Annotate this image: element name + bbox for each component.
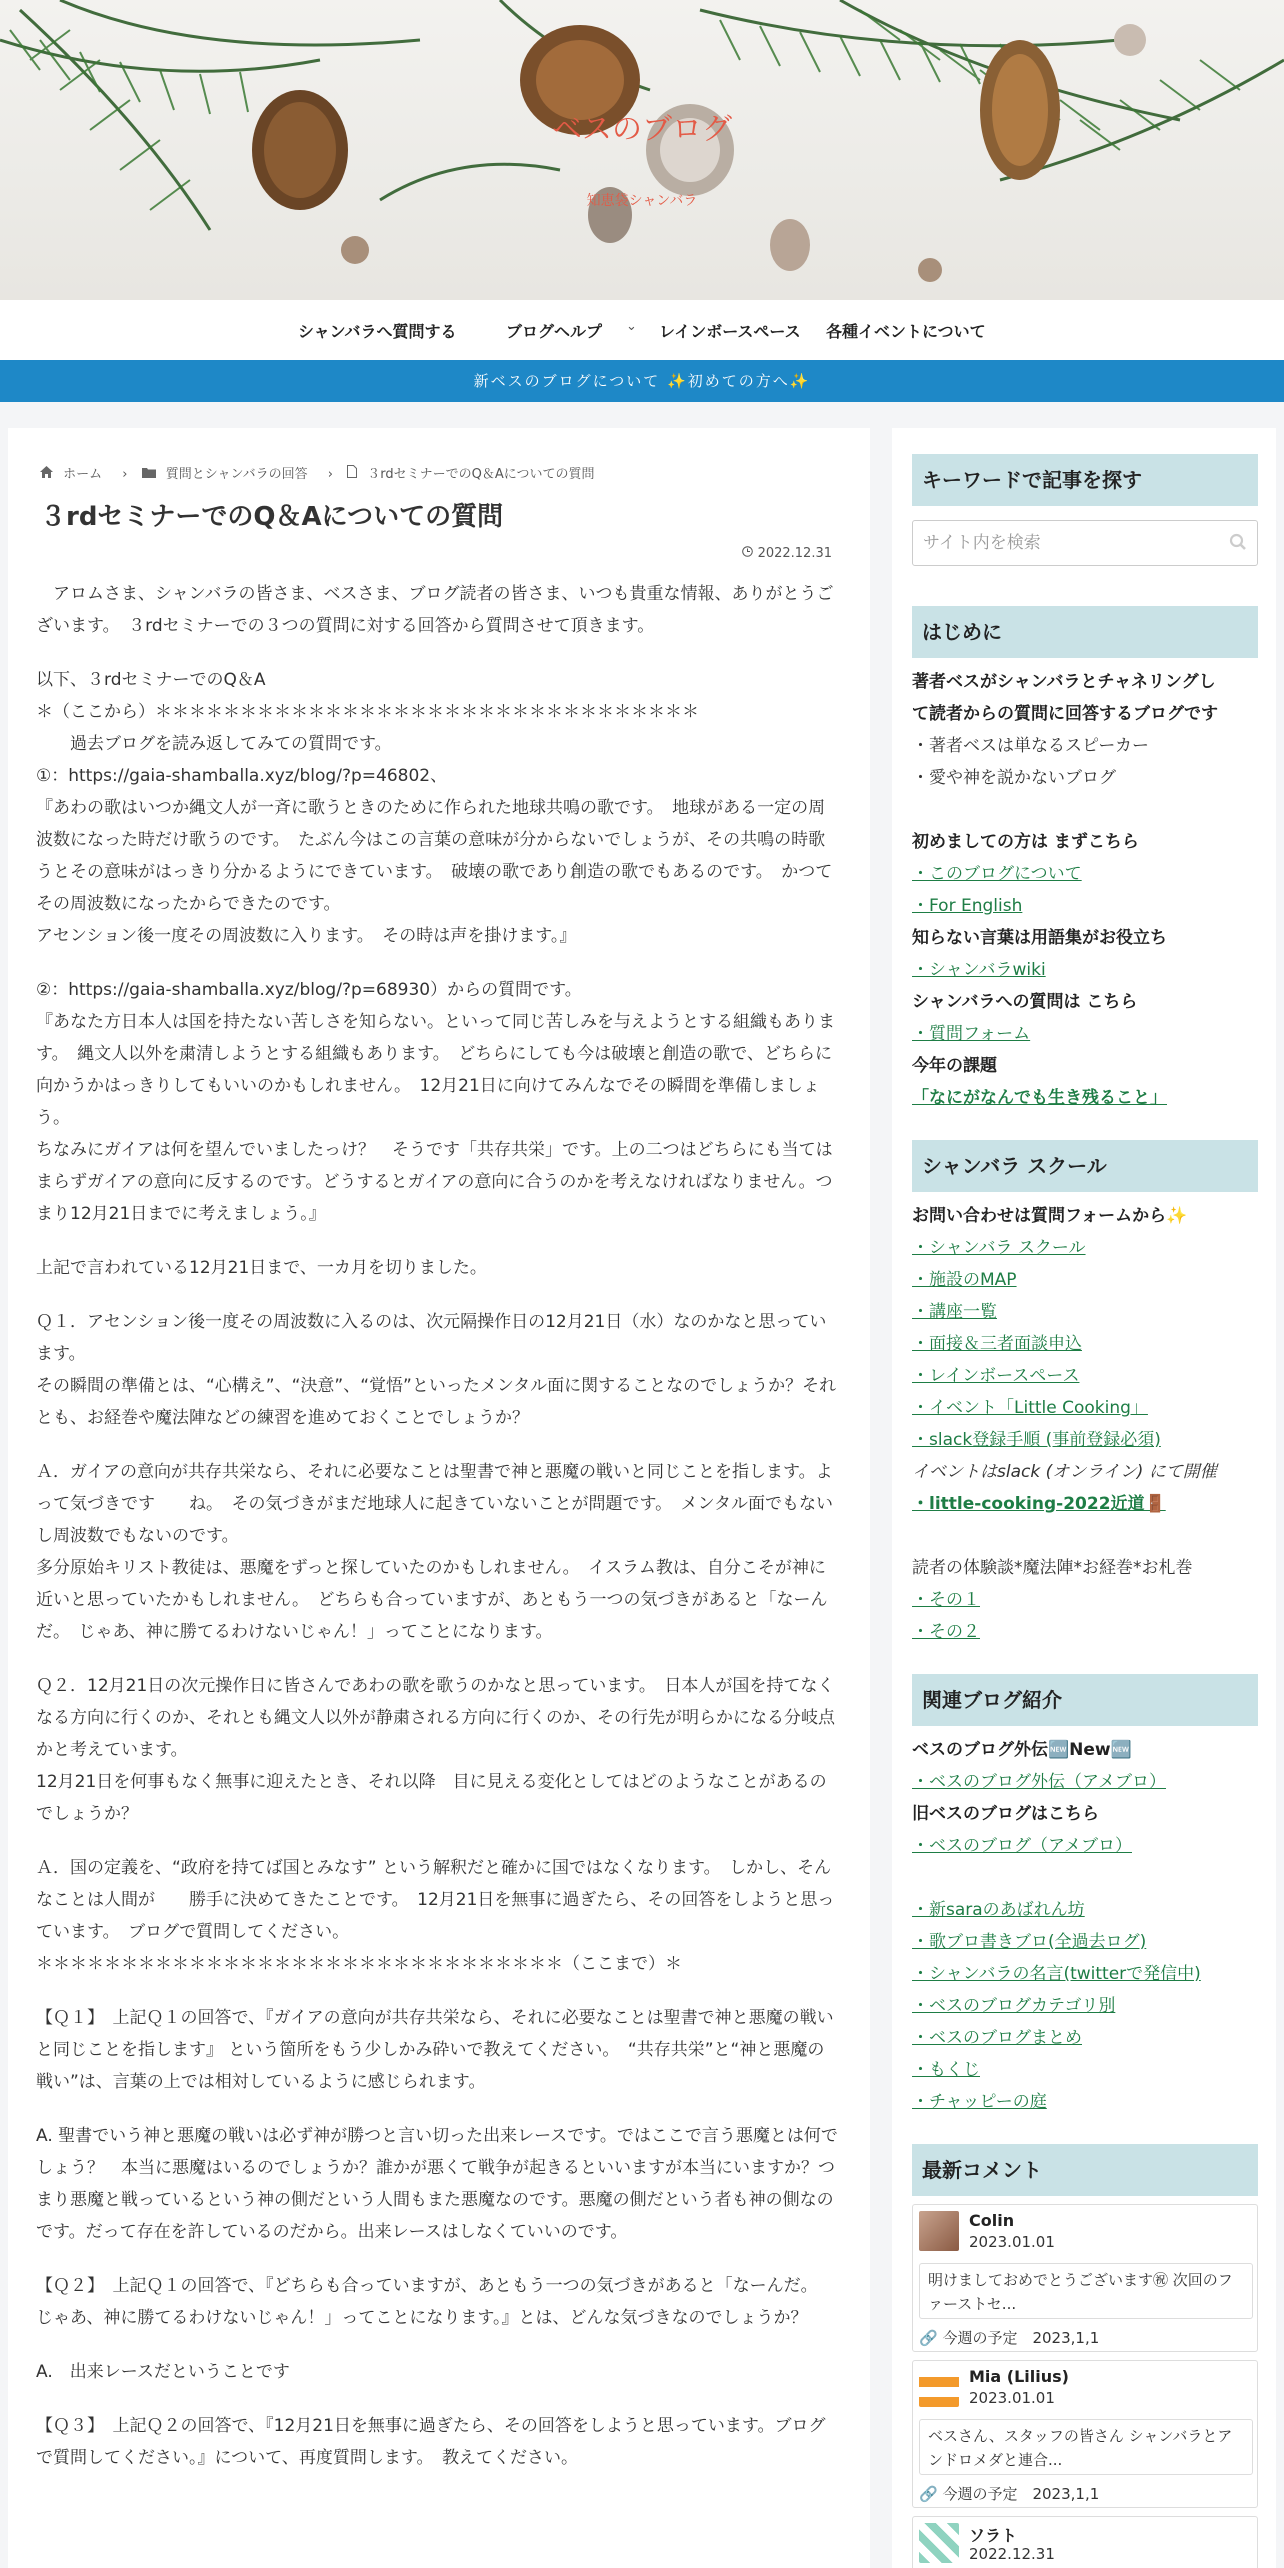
comment-excerpt[interactable]: 明けましておめでとうございます㊗ 次回のファーストセ... xyxy=(919,2263,1253,2319)
link-utablo[interactable]: ・歌ブロ書きブロ(全過去ログ) xyxy=(912,1932,1147,1952)
link-question-form[interactable]: ・質問フォーム xyxy=(912,1024,1031,1044)
post-paragraph: A. 聖書でいう神と悪魔の戦いは必ず神が勝つと言い切った出来レースです。ではここで言う悪魔とは何でしょう？ 本当に悪魔はいるのでしょうか？誰かが悪くて戦争が起きるといいますが本当にいますか？つまり悪魔と戦っているという神の側だという人間もまた悪魔なのです。悪魔の側だという者も神の側なのです。だって存在を許しているのだから。出来レースはしなくていいのです。 xyxy=(36,2126,838,2242)
post-paragraph: Ｑ２．12月21日の次元操作日に皆さんであわの歌を歌うのかなと思っています。 日本人が国を持てなくなる方向に行くのか、それとも縄文人以外が静粛される方向に行くのか、その行先が明らかになる分岐点かと考えています。 12月21日を何事もなく無事に迎えたとき、それ以降 目に見える変化としてはどのようなことがあるのでしょうか？ xyxy=(36,1676,835,1824)
nav-item-ask-shamballa[interactable]: シャンバラへ質問する xyxy=(298,322,457,341)
post-date-text: 2022.12.31 xyxy=(757,546,832,561)
post-paragraph: 【Ｑ２】 上記Ｑ１の回答で、『どちらも合っていますが、あともう一つの気づきがあると「なーんだ。 じゃあ、神に勝てるわけないじゃん！」ってことになります。』とは、どんな気づきなのでしょうか？ xyxy=(36,2276,827,2328)
link-about-blog[interactable]: ・このブログについて xyxy=(912,864,1082,884)
school-line: 読者の体験談*魔法陣*お経巻*お札巻 xyxy=(912,1558,1193,1578)
link-interview[interactable]: ・面接＆三者面談申込 xyxy=(912,1334,1082,1354)
comment-post-link[interactable]: 🔗 今週の予定 2023,1,1 xyxy=(919,2329,1100,2347)
notice-bar[interactable]: 新ベスのブログについて ✨初めての方へ✨ xyxy=(0,360,1284,402)
widget-heading-school: シャンバラ スクール xyxy=(912,1140,1258,1192)
link-little-cooking-2022[interactable]: ・little-cooking-2022近道🚪 xyxy=(912,1494,1166,1514)
avatar xyxy=(919,2211,959,2251)
comment-card[interactable] xyxy=(912,2516,1258,2568)
widget-heading-comments: 最新コメント xyxy=(912,2144,1258,2196)
link-blog-summary[interactable]: ・ベスのブログまとめ xyxy=(912,2028,1082,2048)
post-paragraph: A. 出来レースだということです xyxy=(36,2362,290,2382)
intro-line: 著者ベスがシャンバラとチャネリングし xyxy=(912,672,1216,692)
link-chappy-garden[interactable]: ・チャッピーの庭 xyxy=(912,2092,1047,2112)
breadcrumb-home[interactable]: ホーム xyxy=(63,467,103,482)
site-title[interactable]: ベスのブログ xyxy=(552,112,732,147)
breadcrumb-category[interactable]: 質問とシャンバラの回答 xyxy=(165,467,308,482)
link-gaiden-ameblo[interactable]: ・ベスのブログ外伝（アメブロ） xyxy=(912,1772,1166,1792)
post-paragraph: 【Ｑ３】 上記Ｑ２の回答で、『12月21日を無事に過ぎたら、その回答をしようと思っています。ブログで質問してください。』について、再度質問します。 教えてください。 xyxy=(36,2416,826,2468)
link-this-year-theme[interactable]: 「なにがなんでも生き残ること」 xyxy=(912,1088,1167,1108)
widget-heading-related: 関連ブログ紹介 xyxy=(912,1674,1258,1726)
link-course-list[interactable]: ・講座一覧 xyxy=(912,1302,997,1322)
chevron-right-icon: › xyxy=(122,467,128,482)
nav-item-rainbow-space[interactable]: レインボースペース xyxy=(659,322,801,341)
school-line: イベントはslack (オンライン) にて開催 xyxy=(912,1462,1217,1482)
intro-line: 今年の課題 xyxy=(912,1056,997,1076)
site-tagline: 知恵袋シャンバラ xyxy=(586,193,698,209)
intro-line: て読者からの質問に回答するブログです xyxy=(912,704,1218,724)
post-date xyxy=(742,546,832,561)
site-header xyxy=(0,0,1284,300)
main-content xyxy=(8,428,870,2568)
search-box xyxy=(912,520,1258,566)
link-new-sara[interactable]: ・新saraのあばれん坊 xyxy=(912,1900,1085,1920)
post-paragraph: Ａ．国の定義を、“政府を持てば国とみなす” という解釈だと確かに国ではなくなります。 しかし、そんなことは人間が 勝手に決めてきたことです。 12月21日を無事に過ぎたら、その回答をしようと思っています。 ブログで質問してください。 ＊＊＊＊＊＊＊＊＊＊＊＊＊＊＊＊＊＊＊＊＊＊＊＊＊＊＊＊＊＊＊（ここまで）＊ xyxy=(36,1858,835,1974)
related-line: ベスのブログ外伝🆕New🆕 xyxy=(912,1740,1132,1760)
comment-author[interactable]: ソラト xyxy=(969,2526,1018,2545)
search-icon[interactable] xyxy=(1229,533,1247,556)
post-title: ３rdセミナーでのQ＆Aについての質問 xyxy=(40,502,504,532)
comment-post-link[interactable]: 🔗 今週の予定 2023,1,1 xyxy=(919,2485,1100,2503)
link-for-english[interactable]: ・For English xyxy=(912,896,1023,916)
comment-author[interactable]: Mia (Lilius) xyxy=(969,2367,1069,2386)
link-old-blog-ameblo[interactable]: ・ベスのブログ（アメブロ） xyxy=(912,1836,1132,1856)
comment-author[interactable]: Colin xyxy=(969,2211,1015,2230)
post-body xyxy=(36,578,840,2496)
nav-item-events[interactable]: 各種イベントについて xyxy=(826,322,986,341)
school-line: お問い合わせは質問フォームから✨ xyxy=(912,1206,1188,1226)
post-paragraph: アロムさま、シャンバラの皆さま、ベスさま、ブログ読者の皆さま、いつも貴重な情報、ありがとうございます。 ３rdセミナーでの３つの質問に対する回答から質問させて頂きます。 xyxy=(36,584,834,636)
comment-card[interactable] xyxy=(912,2360,1258,2508)
link-facility-map[interactable]: ・施設のMAP xyxy=(912,1270,1017,1290)
breadcrumb xyxy=(40,463,600,482)
post-paragraph: 【Ｑ１】 上記Ｑ１の回答で、『ガイアの意向が共存共栄なら、それに必要なことは聖書で神と悪魔の戦いと同じことを指します』 という箇所をもう少しかみ砕いで教えてください。 “共存共栄”と“神と悪魔の戦い”は、言葉の上では相対しているように感じられます。 xyxy=(36,2008,834,2092)
link-slack-guide[interactable]: ・slack登録手順 (事前登録必須) xyxy=(912,1430,1161,1450)
post-paragraph: 以下、３rdセミナーでのQ＆A ＊（ここから）＊＊＊＊＊＊＊＊＊＊＊＊＊＊＊＊＊＊＊＊＊＊＊＊＊＊＊＊＊＊＊＊ 過去ブログを読み返してみての質問です。 ①：https://gaia-shamballa.xyz/blog/?p=46802、 『あわの歌はいつか縄文人が一斉に歌うときのために作られた地球共鳴の歌です。 地球がある一定の周波数になった時だけ歌うのです。 たぶん今はこの言葉の意味が分からないでしょうが、その共鳴の時歌うとその意味がはっきり分かるようにできています。 破壊の歌であり創造の歌でもあるのです。 かつてその周波数になったからできたのです。 アセンション後一度その周波数に入ります。 その時は声を掛けます。』 xyxy=(36,670,833,946)
link-icon: 🔗 xyxy=(919,2329,938,2347)
post-paragraph: Ａ．ガイアの意向が共存共栄なら、それに必要なことは聖書で神と悪魔の戦いと同じことを指します。よって気づきです ね。 その気づきがまだ地球人に起きていないことが問題です。 メンタル面でもないし周波数でもないのです。 多分原始キリスト教徒は、悪魔をずっと探していたのかもしれません。 イスラム教は、自分こそが神に近いと思っていたかもしれません。 どちらも合っていますが、あともう一つの気づきがあると「なーんだ。 じゃあ、神に勝てるわけないじゃん！」ってことになります。 xyxy=(36,1462,833,1642)
intro-line: シャンバラへの質問は こちら xyxy=(912,992,1138,1012)
widget-heading-intro: はじめに xyxy=(912,606,1258,658)
header-pine-image xyxy=(0,0,1284,300)
chevron-down-icon[interactable]: ⌄ xyxy=(626,319,637,334)
widget-heading-search: キーワードで記事を探す xyxy=(912,454,1258,506)
link-icon: 🔗 xyxy=(919,2485,938,2503)
link-testimonial-2[interactable]: ・その２ xyxy=(912,1622,980,1642)
post-paragraph: Ｑ１．アセンション後一度その周波数に入るのは、次元隔操作日の12月21日（水）なのかなと思っています。 その瞬間の準備とは、“心構え”、“決意”、“覚悟”といったメンタル面に関することなのでしょうか？それとも、お経巻や魔法陣などの練習を進めておくことでしょうか？ xyxy=(36,1312,837,1428)
intro-line: ・著者ベスは単なるスピーカー xyxy=(912,736,1149,756)
link-shamballa-quotes[interactable]: ・シャンバラの名言(twitterで発信中) xyxy=(912,1964,1201,1984)
document-icon xyxy=(347,467,361,482)
nav-item-blog-help[interactable]: ブログヘルプ xyxy=(506,322,603,341)
related-line: 旧ベスのブログはこちら xyxy=(912,1804,1099,1824)
comment-card[interactable] xyxy=(912,2204,1258,2352)
folder-icon xyxy=(142,467,160,482)
link-table-of-contents[interactable]: ・もくじ xyxy=(912,2060,980,2080)
search-input[interactable] xyxy=(923,531,1213,555)
home-icon xyxy=(40,467,57,482)
post-paragraph: ②：https://gaia-shamballa.xyz/blog/?p=68930）からの質問です。 『あなた方日本人は国を持たない苦しさを知らない。といって同じ苦しみを与えようとする組織もあります。 縄文人以外を粛清しようとする組織もあります。 どちらにしても今は破壊と創造の歌で、どちらに向かうかはっきりしてもいいのかもしれません。 12月21日に向けてみんなでその瞬間を準備しましょう。 ちなみにガイアは何を望んでいましたっけ？ そうです「共存共栄」です。上の二つはどちらにも当てはまらずガイアの意向に反するのです。どうするとガイアの意向に合うのかを考えなければなりません。つまり12月21日までに考えましょう。』 xyxy=(36,980,835,1224)
link-blog-categories[interactable]: ・ベスのブログカテゴリ別 xyxy=(912,1996,1116,2016)
breadcrumb-current: ３rdセミナーでのQ＆Aについての質問 xyxy=(367,467,595,482)
link-shamballa-wiki[interactable]: ・シャンバラwiki xyxy=(912,960,1046,980)
comment-date: 2022.12.31 xyxy=(969,2545,1055,2563)
link-shamballa-school[interactable]: ・シャンバラ スクール xyxy=(912,1238,1086,1258)
intro-line: ・愛や神を説かないブログ xyxy=(912,768,1116,788)
comment-date: 2023.01.01 xyxy=(969,2233,1055,2251)
comment-excerpt[interactable]: ベスさん、スタッフの皆さん シャンバラとアンドロメダと連合... xyxy=(919,2419,1253,2475)
global-nav xyxy=(0,300,1284,360)
link-little-cooking[interactable]: ・イベント「Little Cooking」 xyxy=(912,1398,1148,1418)
avatar xyxy=(919,2367,959,2407)
comment-date: 2023.01.01 xyxy=(969,2389,1055,2407)
chevron-right-icon: › xyxy=(327,467,333,482)
post-paragraph: 上記で言われている12月21日まで、一カ月を切りました。 xyxy=(36,1258,487,1278)
avatar xyxy=(919,2523,959,2563)
intro-line: 初めましての方は まずこちら xyxy=(912,832,1139,852)
link-rainbow-space[interactable]: ・レインボースペース xyxy=(912,1366,1080,1386)
intro-line: 知らない言葉は用語集がお役立ち xyxy=(912,928,1167,948)
clock-icon xyxy=(742,546,757,561)
link-testimonial-1[interactable]: ・その１ xyxy=(912,1590,980,1610)
sidebar xyxy=(892,428,1276,2568)
